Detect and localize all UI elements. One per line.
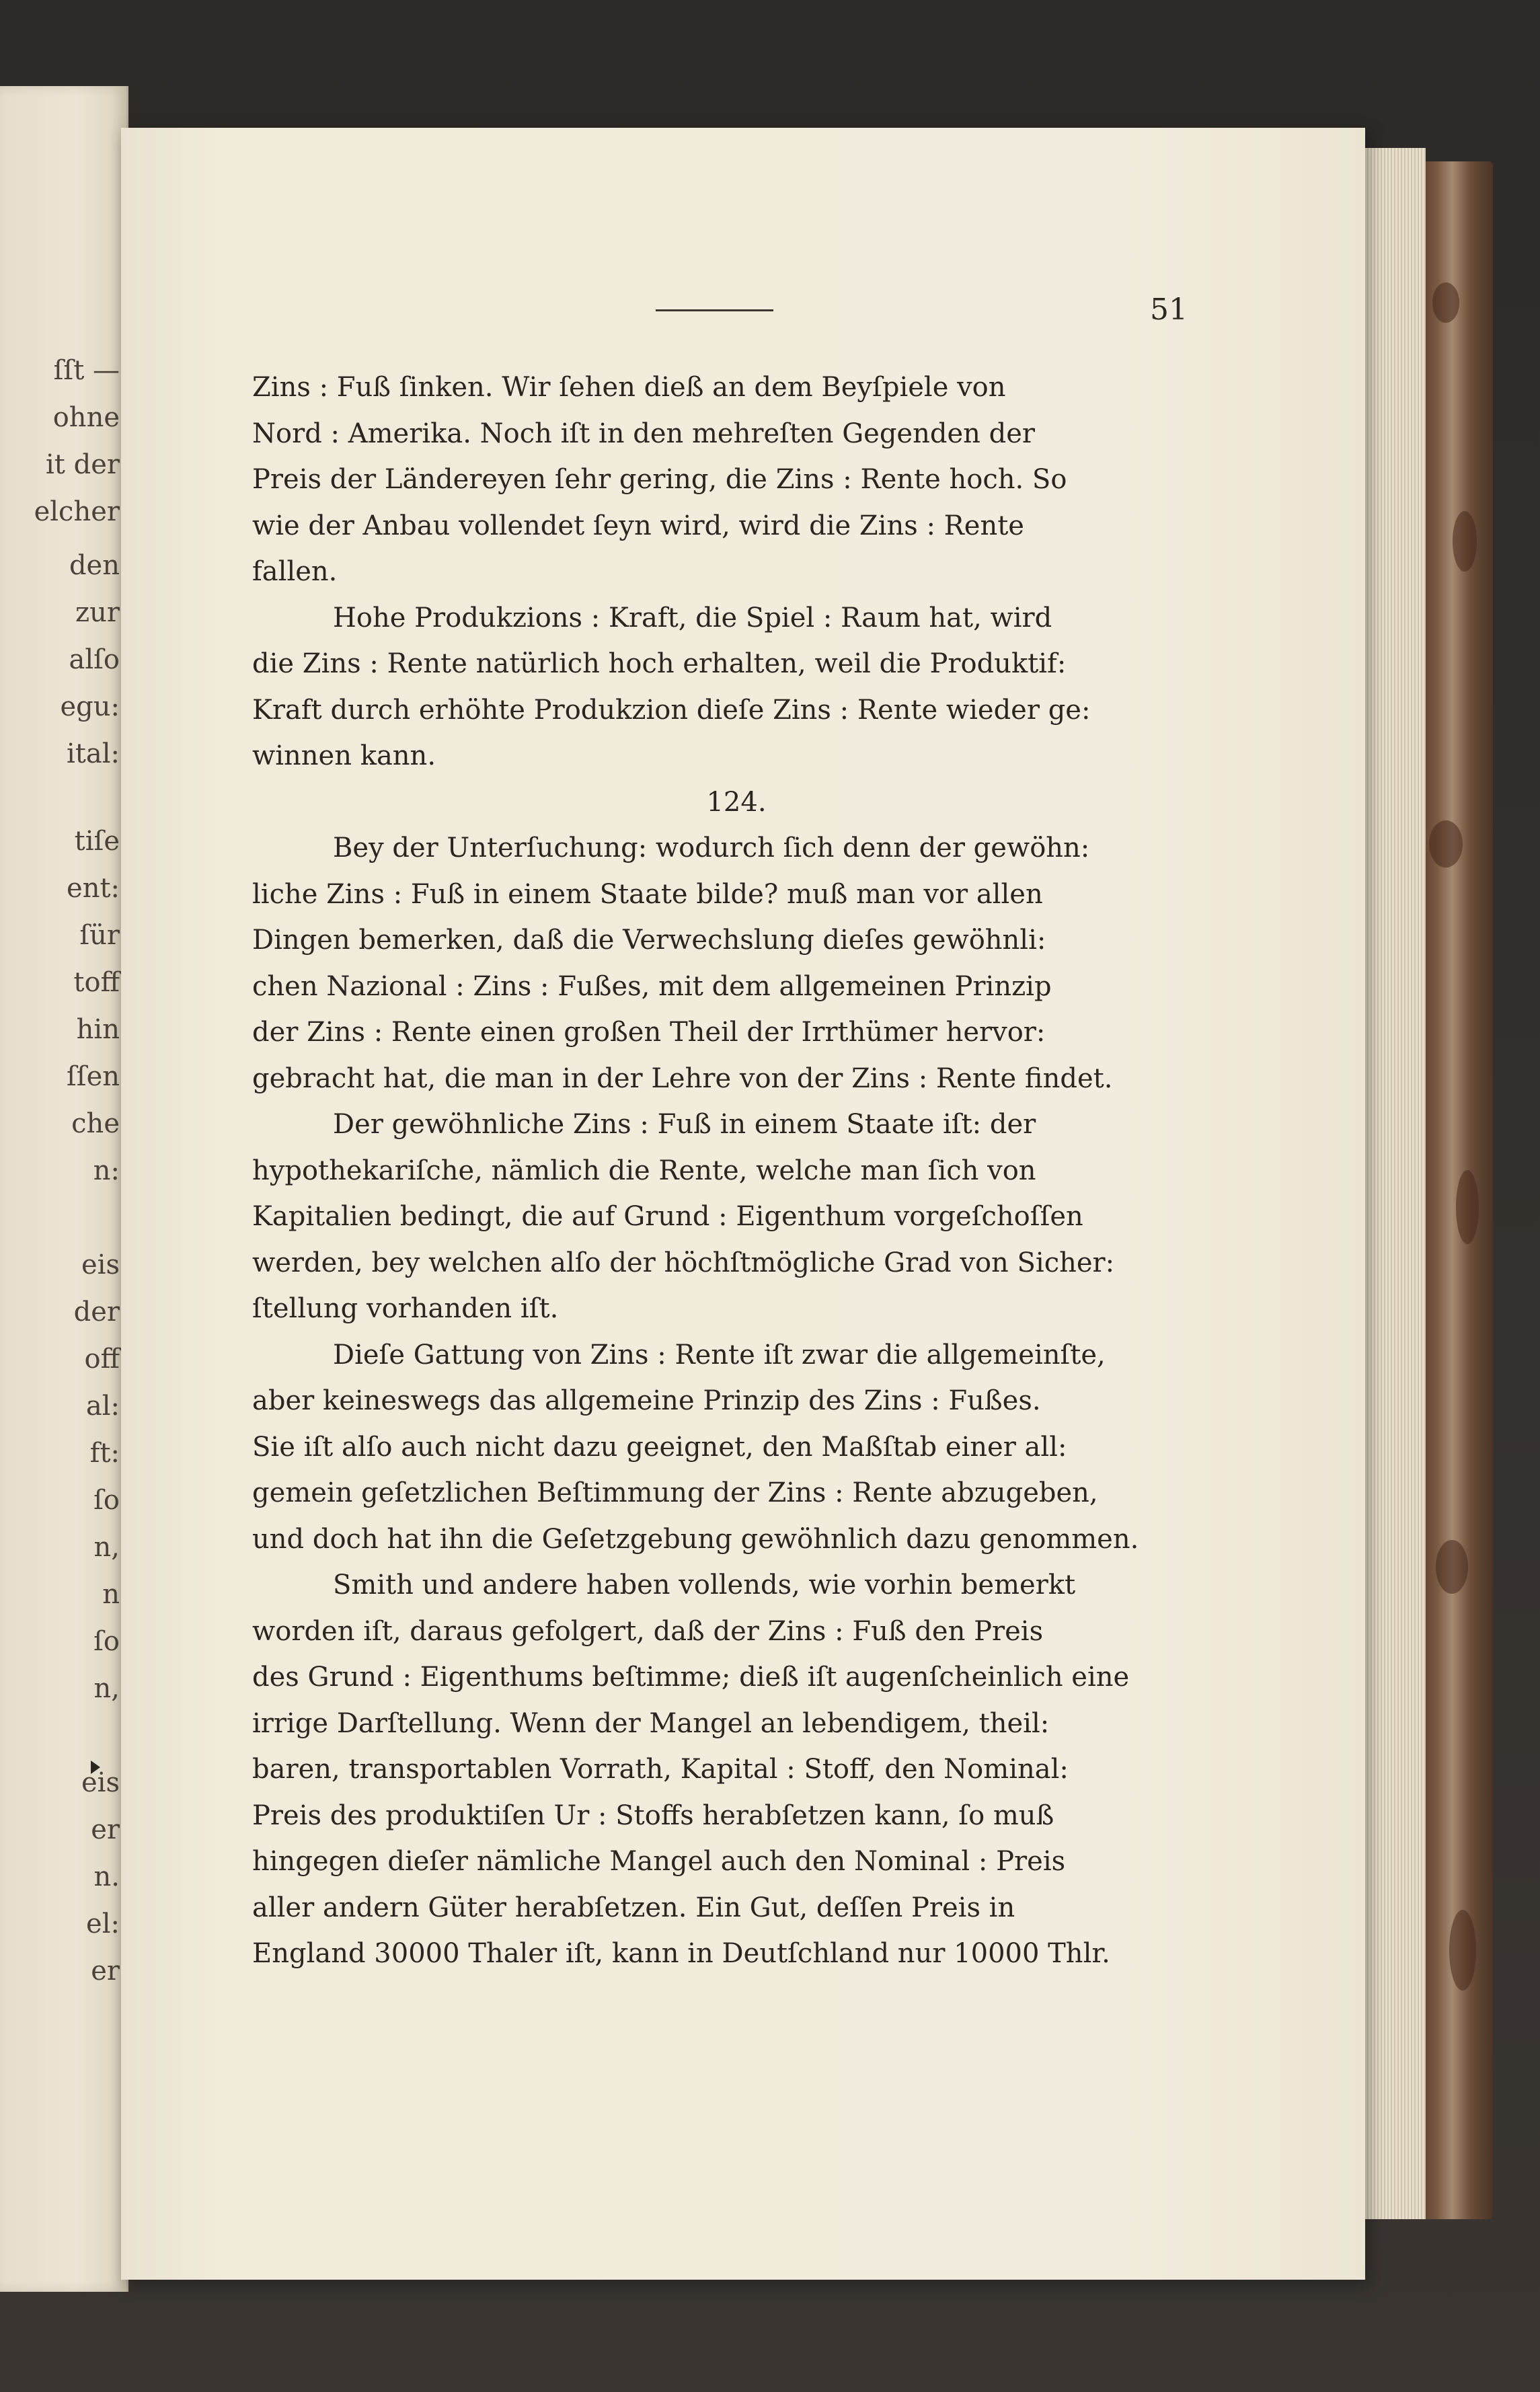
text-line: Kraft durch erhöhte Produkzion dieſe Zins : Rente wieder ge: bbox=[252, 694, 1091, 726]
book-cover-edge bbox=[1419, 161, 1493, 2219]
text-line: irrige Darſtellung. Wenn der Mangel an lebendigem, theil: bbox=[252, 1707, 1050, 1739]
left-fragment: n, bbox=[93, 1532, 120, 1563]
left-fragment: alſo bbox=[69, 644, 120, 675]
left-fragment: eis bbox=[81, 1767, 120, 1798]
text-line: Zins : Fuß ſinken. Wir ſehen dieß an dem Beyſpiele von bbox=[252, 372, 1006, 403]
left-fragment: eis bbox=[81, 1249, 120, 1280]
left-fragment: ft: bbox=[89, 1438, 120, 1469]
left-fragment: n: bbox=[93, 1155, 120, 1186]
text-line: Dingen bemerken, daß die Verwechslung dieſes gewöhnli: bbox=[252, 925, 1046, 956]
text-line: aller andern Güter herabſetzen. Ein Gut, deſſen Preis in bbox=[252, 1892, 1015, 1923]
text-line: des Grund : Eigenthums beſtimme; dieß iſt augenſcheinlich eine bbox=[252, 1662, 1130, 1693]
book-page bbox=[121, 128, 1365, 2280]
left-fragment: tiſe bbox=[74, 826, 120, 857]
text-line: Dieſe Gattung von Zins : Rente iſt zwar die allgemeinſte, bbox=[333, 1339, 1106, 1371]
left-fragment: ſo bbox=[93, 1485, 120, 1516]
text-line: Hohe Produkzions : Kraft, die Spiel : Raum hat, wird bbox=[333, 602, 1052, 633]
left-fragment: toff bbox=[73, 967, 120, 998]
left-fragment: che bbox=[71, 1108, 120, 1139]
text-line: gebracht hat, die man in der Lehre von der Zins : Rente findet. bbox=[252, 1063, 1113, 1094]
left-fragment: ital: bbox=[67, 738, 120, 769]
text-line: hingegen dieſer nämliche Mangel auch den Nominal : Preis bbox=[252, 1846, 1066, 1877]
text-line: worden iſt, daraus gefolgert, daß der Zins : Fuß den Preis bbox=[252, 1615, 1044, 1647]
text-line: Smith und andere haben vollends, wie vorhin bemerkt bbox=[333, 1570, 1076, 1600]
left-fragment: it der bbox=[46, 449, 120, 480]
text-line: und doch hat ihn die Geſetzgebung gewöhnlich dazu genommen. bbox=[252, 1523, 1139, 1555]
left-fragment: den bbox=[69, 550, 120, 581]
text-line: hypothekariſche, nämlich die Rente, welche man ſich von bbox=[252, 1155, 1036, 1186]
text-line: der Zins : Rente einen großen Theil der Irrthümer hervor: bbox=[252, 1017, 1046, 1048]
left-fragment: ſſen bbox=[66, 1061, 120, 1092]
page-stack-edge bbox=[1365, 148, 1426, 2219]
text-line: die Zins : Rente natürlich hoch erhalten, weil die Produktif: bbox=[252, 648, 1067, 679]
text-line: Der gewöhnliche Zins : Fuß in einem Staate iſt: der bbox=[333, 1109, 1036, 1140]
left-fragment: ſo bbox=[93, 1626, 120, 1657]
text-line: Bey der Unterſuchung: wodurch ſich denn der gewöhn: bbox=[333, 833, 1090, 863]
previous-page-edge bbox=[0, 86, 128, 2292]
left-fragment: n bbox=[102, 1579, 120, 1610]
left-fragment: n, bbox=[93, 1673, 120, 1704]
left-fragment: el: bbox=[86, 1908, 120, 1939]
text-line: Preis der Ländereyen ſehr gering, die Zins : Rente hoch. So bbox=[252, 464, 1067, 495]
left-fragment: der bbox=[73, 1297, 120, 1327]
text-line: fallen. bbox=[252, 556, 338, 587]
margin-pointer-icon bbox=[91, 1761, 100, 1774]
left-fragment: n. bbox=[93, 1861, 120, 1892]
left-fragment: off bbox=[84, 1344, 120, 1375]
text-line: Nord : Amerika. Noch iſt in den mehreſten Gegenden der bbox=[252, 418, 1036, 449]
left-fragment: hin bbox=[76, 1014, 120, 1045]
text-line: Preis des produktiſen Ur : Stoffs herabſetzen kann, ſo muß bbox=[252, 1800, 1054, 1831]
text-line: Kapitalien bedingt, die auf Grund : Eigenthum vorgeſchoſſen bbox=[252, 1201, 1083, 1232]
left-fragment: ſür bbox=[79, 920, 120, 951]
left-fragment: ent: bbox=[67, 873, 120, 904]
left-fragment: al: bbox=[85, 1391, 120, 1422]
left-fragment: zur bbox=[75, 597, 120, 628]
text-line: liche Zins : Fuß in einem Staate bilde? muß man vor allen bbox=[252, 878, 1043, 910]
header-rule bbox=[656, 309, 773, 311]
text-line: Sie iſt alſo auch nicht dazu geeignet, den Maßſtab einer all: bbox=[252, 1431, 1067, 1463]
text-line: baren, transportablen Vorrath, Kapital : Stoff, den Nominal: bbox=[252, 1754, 1069, 1785]
left-fragment: ohne bbox=[52, 402, 120, 433]
text-line: gemein geſetzlichen Beſtimmung der Zins : Rente abzugeben, bbox=[252, 1477, 1098, 1508]
left-fragment: elcher bbox=[34, 496, 120, 527]
text-line: winnen kann. bbox=[252, 740, 436, 771]
left-fragment: ſſt — bbox=[53, 355, 120, 386]
text-line: England 30000 Thaler iſt, kann in Deutſchland nur 10000 Thlr. bbox=[252, 1938, 1110, 1969]
text-line: chen Nazional : Zins : Fußes, mit dem allgemeinen Prinzip bbox=[252, 970, 1052, 1002]
body-text bbox=[252, 364, 1221, 1977]
text-line: aber keineswegs das allgemeine Prinzip des Zins : Fußes. bbox=[252, 1385, 1041, 1416]
text-line: wie der Anbau vollendet ſeyn wird, wird die Zins : Rente bbox=[252, 510, 1024, 541]
text-line: ſtellung vorhanden iſt. bbox=[252, 1293, 559, 1324]
section-number: 124. bbox=[706, 786, 767, 818]
left-fragment: er bbox=[91, 1814, 120, 1845]
text-line: werden, bey welchen alſo der höchſtmögliche Grad von Sicher: bbox=[252, 1247, 1115, 1278]
left-fragment: er bbox=[91, 1956, 120, 1986]
left-fragment: egu: bbox=[60, 691, 120, 722]
page-number: 51 bbox=[1150, 293, 1188, 327]
